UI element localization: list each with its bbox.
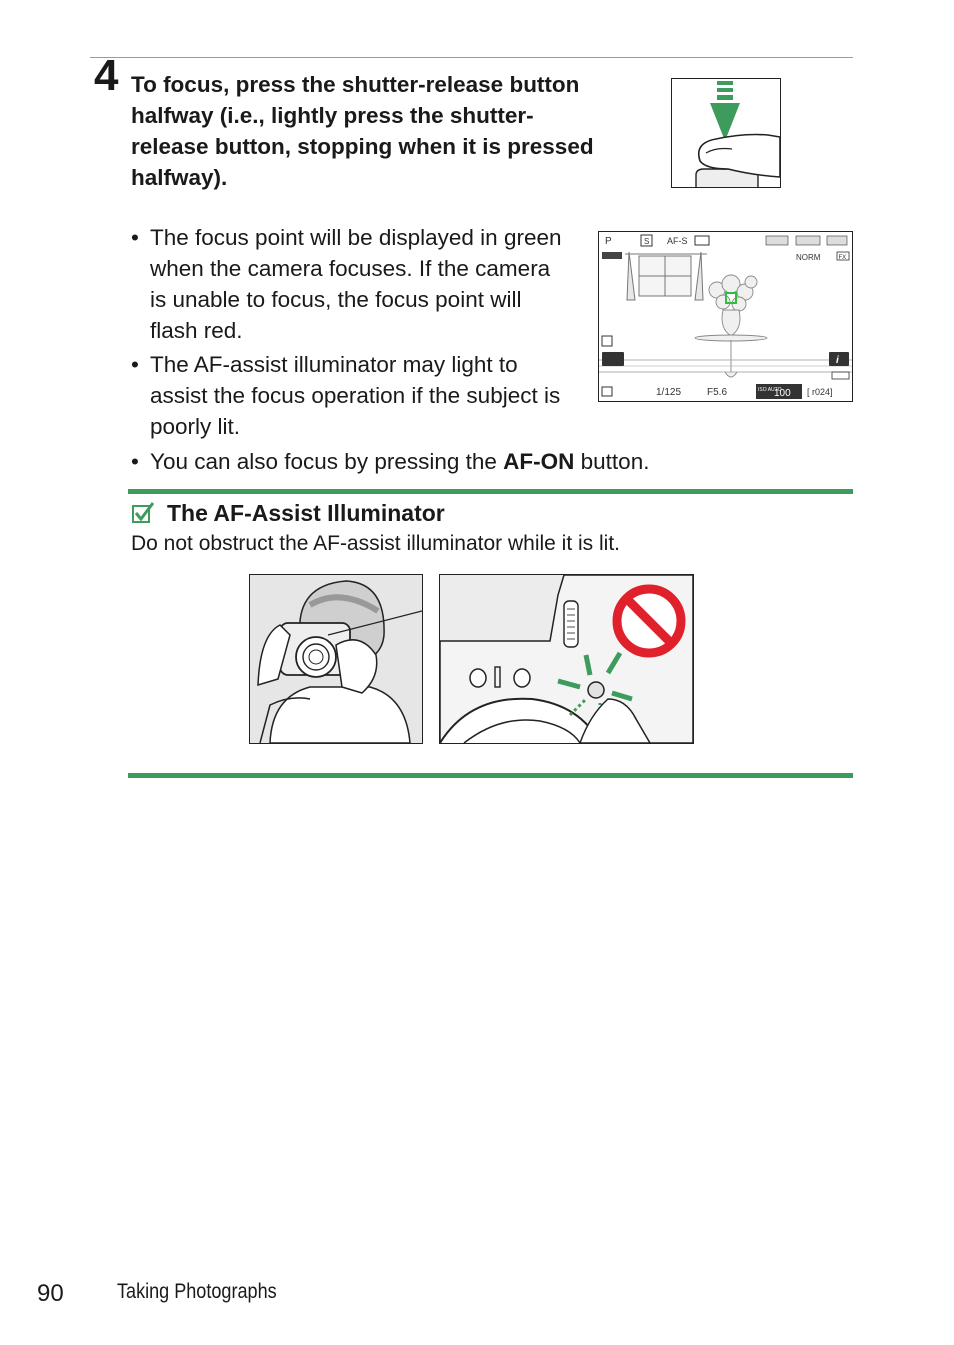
- page-number: 90: [37, 1280, 64, 1307]
- lcd-norm: NORM: [796, 253, 821, 262]
- prohibit-icon: [617, 589, 681, 653]
- lcd-focus-mode: AF-S: [667, 236, 688, 246]
- af-on-label: AF-ON: [503, 449, 575, 474]
- step-instruction: To focus, press the shutter-release button halfway (i.e., lightly press the shutter-release button, stopping when it is pressed halfway).: [131, 72, 594, 190]
- list-item: • The focus point will be displayed in green when the camera focuses. If the camera is unable to focus, the focus point will flash red.: [131, 222, 571, 346]
- focus-bullets: [131, 222, 571, 445]
- lcd-info: i: [836, 355, 839, 366]
- photographer-illustration: [249, 574, 423, 744]
- lcd-frames: [ r024]: [807, 387, 833, 397]
- tip-top-bar: [128, 489, 853, 494]
- lcd-aperture: F5.6: [707, 387, 728, 398]
- lcd-iso-label: ISO AUTO: [758, 387, 782, 393]
- shutter-press-icon: [672, 79, 780, 187]
- af-assist-illustration: [439, 574, 694, 744]
- af-on-bullet: [131, 446, 831, 480]
- lcd-fx: FX: [838, 255, 847, 261]
- checkmark-icon: [131, 501, 155, 525]
- text-after: button.: [574, 449, 650, 474]
- lcd-iso: 100: [774, 388, 791, 399]
- monitor-display: [598, 231, 853, 402]
- shutter-press-illustration: [671, 78, 781, 188]
- list-item: [131, 446, 831, 477]
- top-rule: [90, 57, 853, 58]
- step-number: 4: [94, 51, 119, 100]
- list-item: • The AF-assist illuminator may light to assist the focus operation if the subject is poorly lit.: [131, 349, 571, 442]
- lcd-shutter: 1/125: [656, 387, 682, 398]
- lcd-release: S: [644, 237, 650, 246]
- text-before: You can also focus by pressing the: [150, 449, 504, 474]
- lcd-mode: P: [605, 236, 612, 247]
- tip-body: Do not obstruct the AF-assist illuminator while it is lit.: [131, 532, 621, 555]
- section-title: Taking Photographs: [117, 1280, 277, 1303]
- tip-bottom-bar: [128, 773, 853, 778]
- tip-title: The AF-Assist Illuminator: [167, 500, 445, 526]
